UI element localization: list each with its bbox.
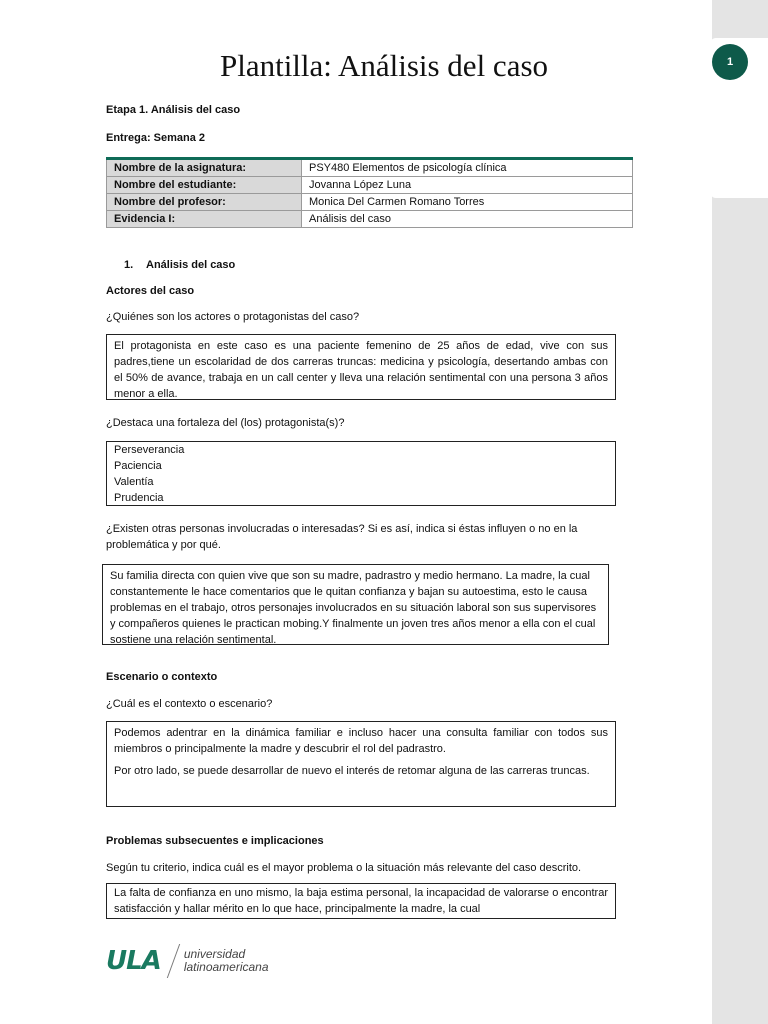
table-label: Nombre del profesor: xyxy=(107,194,302,211)
answer-text: El protagonista en este caso es una paciente femenino de 25 años de edad, vive con sus padres,tiene un escolaridad de dos carreras truncas: medicina y psicología, desertando ambas con el 50% de avance, trabaja en un call center y lleva una relación sentimental con una persona 3 años menor a ella. xyxy=(114,340,608,400)
answer-text: Su familia directa con quien vive que son su madre, padrastro y medio hermano. La madre, la cual constantemente le hace comentarios que le quitan confianza y bajan su autoestima, esto le causa problemas en el trabajo, otros personajes involucrados en su situación laboral son sus supervisores y compañeros quienes le practican mobing.Y finalmente un joven tres años menor a ella con el cual sostiene una relación sentimental. xyxy=(110,570,597,645)
list-item: Valentía xyxy=(114,476,154,488)
scenario-heading: Escenario o contexto xyxy=(106,671,218,683)
university-logo xyxy=(106,944,269,978)
question-actors: ¿Quiénes son los actores o protagonistas del caso? xyxy=(106,311,360,323)
answer-text: Podemos adentrar en la dinámica familiar e incluso hacer una consulta familiar con todos sus miembros o principalmente la madre y descubrir el rol del padrastro. xyxy=(114,727,608,755)
question-main-problem: Según tu criterio, indica cuál es el mayor problema o la situación más relevante del caso descrito. xyxy=(106,862,582,874)
course-info-table xyxy=(106,157,633,228)
section-number: 1. xyxy=(124,259,134,271)
answer-others-box xyxy=(102,564,609,645)
actors-heading: Actores del caso xyxy=(106,285,195,297)
question-strength: ¿Destaca una fortaleza del (los) protagonista(s)? xyxy=(106,417,345,429)
page-title: Plantilla: Análisis del caso xyxy=(219,48,549,83)
delivery-heading: Entrega: Semana 2 xyxy=(106,132,206,144)
table-label: Evidencia I: xyxy=(107,211,302,228)
answer-strength-box xyxy=(106,441,616,506)
answer-main-problem-box xyxy=(106,883,616,919)
table-row xyxy=(107,159,633,177)
table-value: Monica Del Carmen Romano Torres xyxy=(302,194,633,211)
logo-divider xyxy=(167,944,180,978)
table-row xyxy=(107,177,633,194)
table-label: Nombre de la asignatura: xyxy=(107,159,302,177)
table-value: Análisis del caso xyxy=(302,211,633,228)
problems-heading: Problemas subsecuentes e implicaciones xyxy=(106,835,324,847)
logo-line: latinoamericana xyxy=(183,960,269,974)
table-label: Nombre del estudiante: xyxy=(107,177,302,194)
section-title: Análisis del caso xyxy=(146,259,236,271)
answer-context-box xyxy=(106,721,616,807)
question-others: ¿Existen otras personas involucradas o interesadas? Si es así, indica si éstas influyen o no en la problemática y por qué. xyxy=(106,523,578,551)
answer-actors-box xyxy=(106,334,616,400)
answer-text: La falta de confianza en uno mismo, la baja estima personal, la incapacidad de valorarse o encontrar satisfacción y hallar mérito en lo que hace, principalmente la madre, la cual xyxy=(114,887,608,915)
logo-line: universidad xyxy=(183,947,246,961)
list-item: Perseverancia xyxy=(114,444,185,456)
table-value: PSY480 Elementos de psicología clínica xyxy=(302,159,633,177)
list-item: Prudencia xyxy=(114,492,164,504)
question-context: ¿Cuál es el contexto o escenario? xyxy=(106,698,273,710)
table-row xyxy=(107,211,633,228)
answer-text: Por otro lado, se puede desarrollar de nuevo el interés de retomar alguna de las carreras truncas. xyxy=(114,765,590,777)
stage-heading: Etapa 1. Análisis del caso xyxy=(106,104,241,116)
logo-mark: ULA xyxy=(106,946,161,976)
page-navigation-rail xyxy=(712,0,768,1024)
page-number-badge[interactable]: 1 xyxy=(712,44,748,80)
list-item: Paciencia xyxy=(114,460,162,472)
table-value: Jovanna López Luna xyxy=(302,177,633,194)
table-row xyxy=(107,194,633,211)
section-heading xyxy=(124,257,235,273)
logo-wordmark xyxy=(184,948,269,974)
